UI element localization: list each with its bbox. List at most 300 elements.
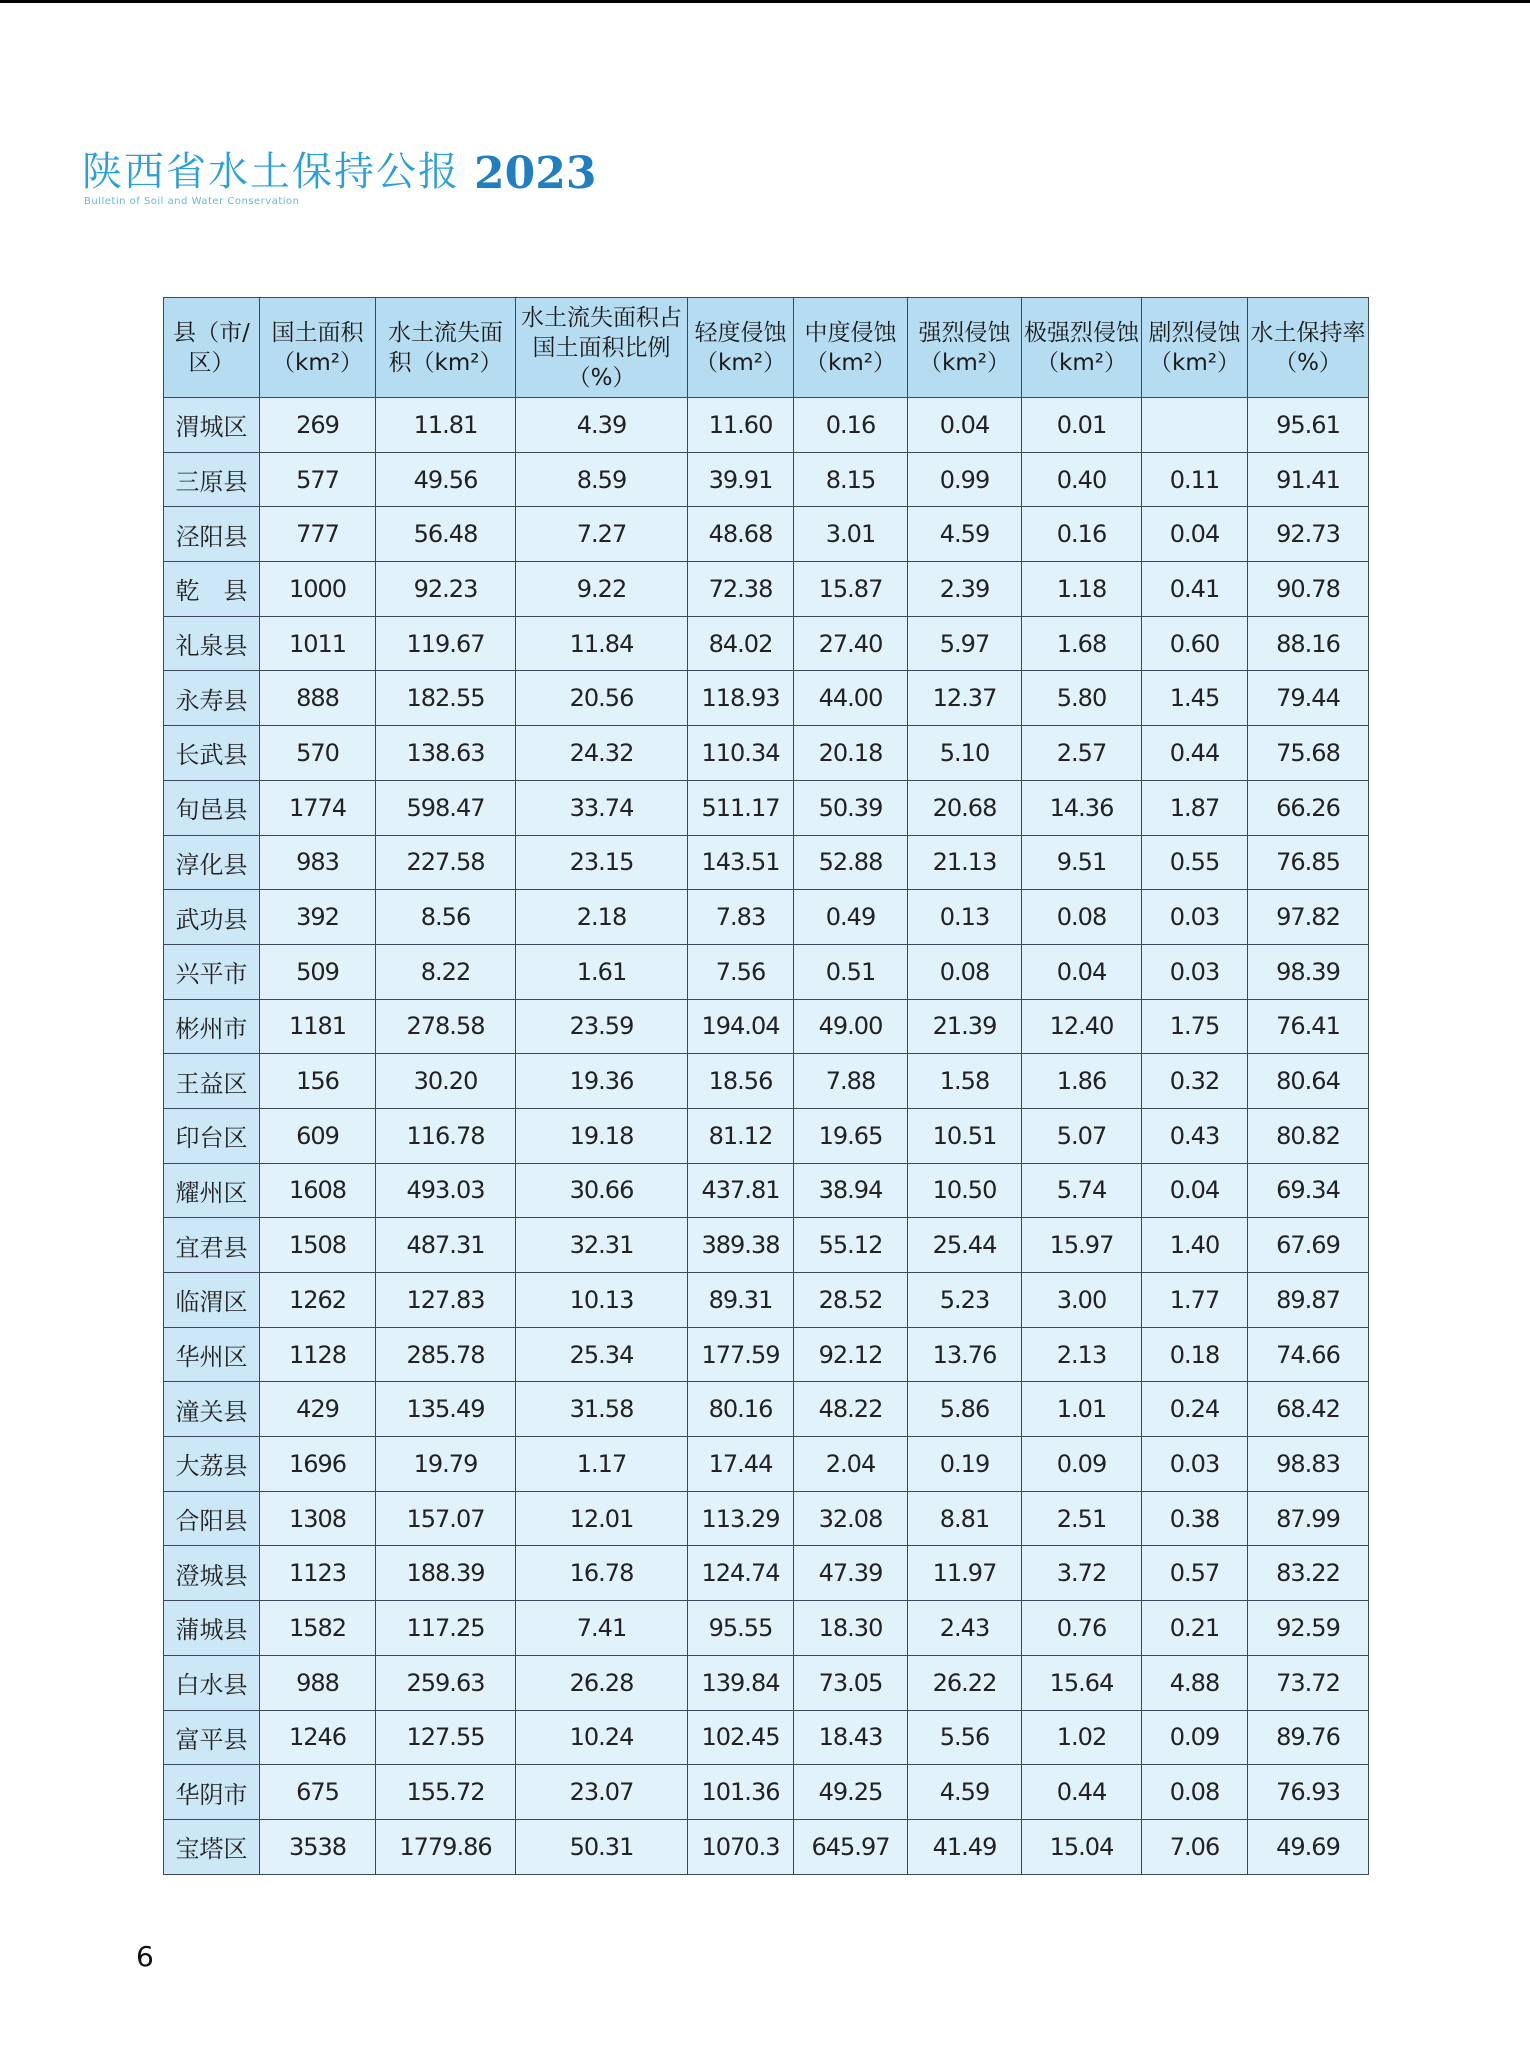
table-cell: 5.74 xyxy=(1022,1163,1142,1218)
table-cell: 1608 xyxy=(260,1163,376,1218)
table-cell: 102.45 xyxy=(688,1710,794,1765)
table-cell: 15.04 xyxy=(1022,1819,1142,1874)
table-cell: 20.68 xyxy=(908,780,1022,835)
table-cell: 2.43 xyxy=(908,1601,1022,1656)
table-cell: 18.43 xyxy=(794,1710,908,1765)
table-cell: 177.59 xyxy=(688,1327,794,1382)
county-name-cell: 合阳县 xyxy=(164,1491,260,1546)
table-cell: 5.86 xyxy=(908,1382,1022,1437)
table-cell: 81.12 xyxy=(688,1108,794,1163)
table-cell: 1123 xyxy=(260,1546,376,1601)
column-header: 强烈侵蚀（km²） xyxy=(908,298,1022,398)
table-cell: 5.56 xyxy=(908,1710,1022,1765)
table-cell: 39.91 xyxy=(688,452,794,507)
table-cell: 49.56 xyxy=(376,452,516,507)
table-cell: 0.51 xyxy=(794,944,908,999)
table-cell: 138.63 xyxy=(376,726,516,781)
table-cell: 1508 xyxy=(260,1218,376,1273)
table-cell: 76.93 xyxy=(1248,1765,1369,1820)
table-cell: 13.76 xyxy=(908,1327,1022,1382)
table-cell: 119.67 xyxy=(376,616,516,671)
table-cell: 0.03 xyxy=(1142,1437,1248,1492)
table-cell: 1.58 xyxy=(908,1054,1022,1109)
table-cell: 0.57 xyxy=(1142,1546,1248,1601)
county-name-cell: 淳化县 xyxy=(164,835,260,890)
table-cell: 3.72 xyxy=(1022,1546,1142,1601)
table-cell: 389.38 xyxy=(688,1218,794,1273)
table-cell: 95.55 xyxy=(688,1601,794,1656)
report-year: 2023 xyxy=(474,148,597,199)
report-title: 陕西省水土保持公报 xyxy=(82,149,460,195)
table-cell: 32.31 xyxy=(516,1218,688,1273)
table-cell: 23.59 xyxy=(516,999,688,1054)
table-cell: 0.38 xyxy=(1142,1491,1248,1546)
table-row xyxy=(164,1163,1369,1218)
table-cell: 0.44 xyxy=(1022,1765,1142,1820)
table-cell: 2.04 xyxy=(794,1437,908,1492)
table-row xyxy=(164,1218,1369,1273)
table-cell: 83.22 xyxy=(1248,1546,1369,1601)
table-cell: 1774 xyxy=(260,780,376,835)
column-header: 水土保持率（%） xyxy=(1248,298,1369,398)
county-name-cell: 蒲城县 xyxy=(164,1601,260,1656)
table-cell: 97.82 xyxy=(1248,890,1369,945)
table-cell: 117.25 xyxy=(376,1601,516,1656)
table-cell: 0.60 xyxy=(1142,616,1248,671)
county-name-cell: 王益区 xyxy=(164,1054,260,1109)
table-cell: 888 xyxy=(260,671,376,726)
county-name-cell: 白水县 xyxy=(164,1655,260,1710)
table-cell: 0.11 xyxy=(1142,452,1248,507)
table-cell: 69.34 xyxy=(1248,1163,1369,1218)
table-cell: 139.84 xyxy=(688,1655,794,1710)
table-cell: 91.41 xyxy=(1248,452,1369,507)
county-name-cell: 宜君县 xyxy=(164,1218,260,1273)
table-cell: 92.12 xyxy=(794,1327,908,1382)
table-cell: 25.34 xyxy=(516,1327,688,1382)
table-cell: 18.30 xyxy=(794,1601,908,1656)
table-cell: 16.78 xyxy=(516,1546,688,1601)
soil-erosion-table xyxy=(163,297,1369,1875)
table-cell: 116.78 xyxy=(376,1108,516,1163)
table-cell xyxy=(1142,398,1248,453)
table-cell: 269 xyxy=(260,398,376,453)
table-cell: 157.07 xyxy=(376,1491,516,1546)
table-header-row xyxy=(164,298,1369,398)
table-row xyxy=(164,671,1369,726)
table-cell: 0.03 xyxy=(1142,944,1248,999)
table-cell: 33.74 xyxy=(516,780,688,835)
table-cell: 0.16 xyxy=(1022,507,1142,562)
table-cell: 26.22 xyxy=(908,1655,1022,1710)
table-cell: 19.65 xyxy=(794,1108,908,1163)
table-body xyxy=(164,398,1369,1875)
table-cell: 9.22 xyxy=(516,562,688,617)
table-cell: 18.56 xyxy=(688,1054,794,1109)
table-cell: 194.04 xyxy=(688,999,794,1054)
table-row xyxy=(164,944,1369,999)
table-cell: 89.87 xyxy=(1248,1273,1369,1328)
table-cell: 14.36 xyxy=(1022,780,1142,835)
table-cell: 12.01 xyxy=(516,1491,688,1546)
table-cell: 570 xyxy=(260,726,376,781)
table-row xyxy=(164,999,1369,1054)
table-cell: 48.22 xyxy=(794,1382,908,1437)
table-cell: 2.18 xyxy=(516,890,688,945)
county-name-cell: 华阴市 xyxy=(164,1765,260,1820)
table-row xyxy=(164,562,1369,617)
table-cell: 0.16 xyxy=(794,398,908,453)
table-cell: 4.88 xyxy=(1142,1655,1248,1710)
table-cell: 0.21 xyxy=(1142,1601,1248,1656)
table-cell: 101.36 xyxy=(688,1765,794,1820)
table-cell: 20.56 xyxy=(516,671,688,726)
county-name-cell: 永寿县 xyxy=(164,671,260,726)
table-cell: 89.31 xyxy=(688,1273,794,1328)
table-cell: 0.08 xyxy=(1142,1765,1248,1820)
table-cell: 89.76 xyxy=(1248,1710,1369,1765)
table-cell: 15.64 xyxy=(1022,1655,1142,1710)
table-cell: 19.18 xyxy=(516,1108,688,1163)
table-cell: 41.49 xyxy=(908,1819,1022,1874)
table-cell: 0.01 xyxy=(1022,398,1142,453)
table-cell: 110.34 xyxy=(688,726,794,781)
table-cell: 75.68 xyxy=(1248,726,1369,781)
table-cell: 74.66 xyxy=(1248,1327,1369,1382)
table-row xyxy=(164,1382,1369,1437)
county-name-cell: 长武县 xyxy=(164,726,260,781)
table-cell: 19.79 xyxy=(376,1437,516,1492)
table-cell: 11.60 xyxy=(688,398,794,453)
table-cell: 72.38 xyxy=(688,562,794,617)
column-header: 水土流失面积占国土面积比例（%） xyxy=(516,298,688,398)
table-cell: 0.13 xyxy=(908,890,1022,945)
table-cell: 84.02 xyxy=(688,616,794,671)
table-cell: 511.17 xyxy=(688,780,794,835)
table-cell: 0.09 xyxy=(1142,1710,1248,1765)
table-cell: 7.56 xyxy=(688,944,794,999)
table-cell: 0.09 xyxy=(1022,1437,1142,1492)
table-cell: 8.15 xyxy=(794,452,908,507)
table-row xyxy=(164,1601,1369,1656)
table-cell: 1.87 xyxy=(1142,780,1248,835)
table-cell: 1696 xyxy=(260,1437,376,1492)
table-row xyxy=(164,835,1369,890)
table-cell: 1.86 xyxy=(1022,1054,1142,1109)
table-cell: 12.37 xyxy=(908,671,1022,726)
table-cell: 0.04 xyxy=(1142,507,1248,562)
table-cell: 0.24 xyxy=(1142,1382,1248,1437)
table-row xyxy=(164,1327,1369,1382)
table-cell: 19.36 xyxy=(516,1054,688,1109)
table-cell: 5.23 xyxy=(908,1273,1022,1328)
table-cell: 3538 xyxy=(260,1819,376,1874)
table-cell: 5.07 xyxy=(1022,1108,1142,1163)
table-cell: 509 xyxy=(260,944,376,999)
county-name-cell: 旬邑县 xyxy=(164,780,260,835)
table-cell: 4.59 xyxy=(908,507,1022,562)
table-cell: 155.72 xyxy=(376,1765,516,1820)
table-cell: 5.97 xyxy=(908,616,1022,671)
table-cell: 7.27 xyxy=(516,507,688,562)
table-cell: 31.58 xyxy=(516,1382,688,1437)
table-cell: 88.16 xyxy=(1248,616,1369,671)
column-header: 国土面积（km²） xyxy=(260,298,376,398)
table-cell: 645.97 xyxy=(794,1819,908,1874)
table-cell: 80.64 xyxy=(1248,1054,1369,1109)
table-row xyxy=(164,890,1369,945)
table-cell: 12.40 xyxy=(1022,999,1142,1054)
table-cell: 80.82 xyxy=(1248,1108,1369,1163)
table-row xyxy=(164,1491,1369,1546)
county-name-cell: 潼关县 xyxy=(164,1382,260,1437)
table-cell: 7.83 xyxy=(688,890,794,945)
column-header: 剧烈侵蚀（km²） xyxy=(1142,298,1248,398)
table-cell: 0.04 xyxy=(908,398,1022,453)
table-cell: 23.15 xyxy=(516,835,688,890)
table-row xyxy=(164,1710,1369,1765)
table-cell: 1.17 xyxy=(516,1437,688,1492)
table-cell: 24.32 xyxy=(516,726,688,781)
table-cell: 8.81 xyxy=(908,1491,1022,1546)
table-cell: 8.59 xyxy=(516,452,688,507)
table-cell: 47.39 xyxy=(794,1546,908,1601)
table-cell: 90.78 xyxy=(1248,562,1369,617)
table-cell: 609 xyxy=(260,1108,376,1163)
county-name-cell: 三原县 xyxy=(164,452,260,507)
table-cell: 1.75 xyxy=(1142,999,1248,1054)
county-name-cell: 耀州区 xyxy=(164,1163,260,1218)
table-cell: 25.44 xyxy=(908,1218,1022,1273)
table-row xyxy=(164,1437,1369,1492)
table-cell: 67.69 xyxy=(1248,1218,1369,1273)
table-cell: 49.69 xyxy=(1248,1819,1369,1874)
table-cell: 10.13 xyxy=(516,1273,688,1328)
table-cell: 5.80 xyxy=(1022,671,1142,726)
table-cell: 3.01 xyxy=(794,507,908,562)
table-cell: 118.93 xyxy=(688,671,794,726)
report-subtitle: Bulletin of Soil and Water Conservation xyxy=(84,196,300,207)
table-cell: 3.00 xyxy=(1022,1273,1142,1328)
table-cell: 0.19 xyxy=(908,1437,1022,1492)
table-cell: 9.51 xyxy=(1022,835,1142,890)
table-cell: 392 xyxy=(260,890,376,945)
table-cell: 1.01 xyxy=(1022,1382,1142,1437)
county-name-cell: 印台区 xyxy=(164,1108,260,1163)
table-cell: 7.41 xyxy=(516,1601,688,1656)
table-cell: 21.39 xyxy=(908,999,1022,1054)
county-name-cell: 乾 县 xyxy=(164,562,260,617)
table-cell: 675 xyxy=(260,1765,376,1820)
table-cell: 0.44 xyxy=(1142,726,1248,781)
table-cell: 127.83 xyxy=(376,1273,516,1328)
table-cell: 11.84 xyxy=(516,616,688,671)
table-cell: 113.29 xyxy=(688,1491,794,1546)
page-number: 6 xyxy=(136,1940,154,1973)
table-cell: 92.59 xyxy=(1248,1601,1369,1656)
table-cell: 1.77 xyxy=(1142,1273,1248,1328)
county-name-cell: 富平县 xyxy=(164,1710,260,1765)
table-cell: 55.12 xyxy=(794,1218,908,1273)
table-row xyxy=(164,1054,1369,1109)
table-cell: 56.48 xyxy=(376,507,516,562)
county-name-cell: 兴平市 xyxy=(164,944,260,999)
county-name-cell: 武功县 xyxy=(164,890,260,945)
table-cell: 429 xyxy=(260,1382,376,1437)
top-rule xyxy=(0,0,1530,3)
table-row xyxy=(164,1546,1369,1601)
table-cell: 278.58 xyxy=(376,999,516,1054)
table-cell: 92.23 xyxy=(376,562,516,617)
table-cell: 7.88 xyxy=(794,1054,908,1109)
county-name-cell: 渭城区 xyxy=(164,398,260,453)
table-cell: 11.81 xyxy=(376,398,516,453)
table-cell: 11.97 xyxy=(908,1546,1022,1601)
table-row xyxy=(164,616,1369,671)
table-cell: 182.55 xyxy=(376,671,516,726)
table-cell: 487.31 xyxy=(376,1218,516,1273)
table-cell: 259.63 xyxy=(376,1655,516,1710)
county-name-cell: 宝塔区 xyxy=(164,1819,260,1874)
table-cell: 10.51 xyxy=(908,1108,1022,1163)
table-cell: 1.40 xyxy=(1142,1218,1248,1273)
table-cell: 188.39 xyxy=(376,1546,516,1601)
table-cell: 0.55 xyxy=(1142,835,1248,890)
table-cell: 777 xyxy=(260,507,376,562)
table-cell: 49.25 xyxy=(794,1765,908,1820)
table-cell: 124.74 xyxy=(688,1546,794,1601)
table-cell: 0.08 xyxy=(1022,890,1142,945)
table-row xyxy=(164,1273,1369,1328)
table-cell: 27.40 xyxy=(794,616,908,671)
table-cell: 983 xyxy=(260,835,376,890)
table-cell: 8.56 xyxy=(376,890,516,945)
table-cell: 38.94 xyxy=(794,1163,908,1218)
table-row xyxy=(164,452,1369,507)
table-cell: 988 xyxy=(260,1655,376,1710)
county-name-cell: 临渭区 xyxy=(164,1273,260,1328)
table-cell: 143.51 xyxy=(688,835,794,890)
column-header: 轻度侵蚀（km²） xyxy=(688,298,794,398)
table-cell: 1.45 xyxy=(1142,671,1248,726)
table-cell: 2.13 xyxy=(1022,1327,1142,1382)
table-cell: 48.68 xyxy=(688,507,794,562)
table-cell: 50.39 xyxy=(794,780,908,835)
table-cell: 1.18 xyxy=(1022,562,1142,617)
table-cell: 1.68 xyxy=(1022,616,1142,671)
table-cell: 95.61 xyxy=(1248,398,1369,453)
table-row xyxy=(164,780,1369,835)
table-cell: 76.41 xyxy=(1248,999,1369,1054)
table-cell: 79.44 xyxy=(1248,671,1369,726)
table-row xyxy=(164,507,1369,562)
table-cell: 1246 xyxy=(260,1710,376,1765)
table-cell: 0.04 xyxy=(1022,944,1142,999)
table-cell: 127.55 xyxy=(376,1710,516,1765)
table-cell: 0.41 xyxy=(1142,562,1248,617)
table-cell: 50.31 xyxy=(516,1819,688,1874)
table-cell: 1.61 xyxy=(516,944,688,999)
table-cell: 0.40 xyxy=(1022,452,1142,507)
table-cell: 7.06 xyxy=(1142,1819,1248,1874)
table-cell: 1308 xyxy=(260,1491,376,1546)
table-cell: 0.32 xyxy=(1142,1054,1248,1109)
table-cell: 76.85 xyxy=(1248,835,1369,890)
table-cell: 1779.86 xyxy=(376,1819,516,1874)
table-cell: 1262 xyxy=(260,1273,376,1328)
table-cell: 0.43 xyxy=(1142,1108,1248,1163)
table-row xyxy=(164,1819,1369,1874)
table-row xyxy=(164,1765,1369,1820)
table-cell: 135.49 xyxy=(376,1382,516,1437)
table-cell: 52.88 xyxy=(794,835,908,890)
table-cell: 1011 xyxy=(260,616,376,671)
table-cell: 49.00 xyxy=(794,999,908,1054)
table-cell: 1.02 xyxy=(1022,1710,1142,1765)
table-cell: 1181 xyxy=(260,999,376,1054)
table-cell: 1000 xyxy=(260,562,376,617)
column-header: 极强烈侵蚀（km²） xyxy=(1022,298,1142,398)
table-cell: 437.81 xyxy=(688,1163,794,1218)
table-row xyxy=(164,726,1369,781)
table-cell: 2.57 xyxy=(1022,726,1142,781)
table-cell: 32.08 xyxy=(794,1491,908,1546)
county-name-cell: 礼泉县 xyxy=(164,616,260,671)
table-row xyxy=(164,1655,1369,1710)
table-cell: 73.72 xyxy=(1248,1655,1369,1710)
table-cell: 87.99 xyxy=(1248,1491,1369,1546)
table-cell: 0.04 xyxy=(1142,1163,1248,1218)
table-cell: 493.03 xyxy=(376,1163,516,1218)
table-cell: 1070.3 xyxy=(688,1819,794,1874)
table-cell: 30.66 xyxy=(516,1163,688,1218)
table-cell: 23.07 xyxy=(516,1765,688,1820)
column-header: 中度侵蚀（km²） xyxy=(794,298,908,398)
county-name-cell: 泾阳县 xyxy=(164,507,260,562)
table-cell: 44.00 xyxy=(794,671,908,726)
table-cell: 1582 xyxy=(260,1601,376,1656)
table-cell: 5.10 xyxy=(908,726,1022,781)
table-cell: 0.49 xyxy=(794,890,908,945)
table-cell: 2.39 xyxy=(908,562,1022,617)
table-cell: 10.50 xyxy=(908,1163,1022,1218)
table-cell: 68.42 xyxy=(1248,1382,1369,1437)
column-header: 县（市/区） xyxy=(164,298,260,398)
table-cell: 73.05 xyxy=(794,1655,908,1710)
table-cell: 21.13 xyxy=(908,835,1022,890)
table-cell: 20.18 xyxy=(794,726,908,781)
table-row xyxy=(164,1108,1369,1163)
table-cell: 2.51 xyxy=(1022,1491,1142,1546)
table-cell: 0.76 xyxy=(1022,1601,1142,1656)
table-cell: 1128 xyxy=(260,1327,376,1382)
table-cell: 0.08 xyxy=(908,944,1022,999)
table-cell: 598.47 xyxy=(376,780,516,835)
table-cell: 15.87 xyxy=(794,562,908,617)
table-cell: 98.39 xyxy=(1248,944,1369,999)
table-cell: 80.16 xyxy=(688,1382,794,1437)
table-row xyxy=(164,398,1369,453)
table-cell: 30.20 xyxy=(376,1054,516,1109)
table-cell: 285.78 xyxy=(376,1327,516,1382)
table-cell: 0.99 xyxy=(908,452,1022,507)
table-cell: 66.26 xyxy=(1248,780,1369,835)
table-cell: 26.28 xyxy=(516,1655,688,1710)
county-name-cell: 澄城县 xyxy=(164,1546,260,1601)
table-cell: 10.24 xyxy=(516,1710,688,1765)
county-name-cell: 彬州市 xyxy=(164,999,260,1054)
table-cell: 227.58 xyxy=(376,835,516,890)
